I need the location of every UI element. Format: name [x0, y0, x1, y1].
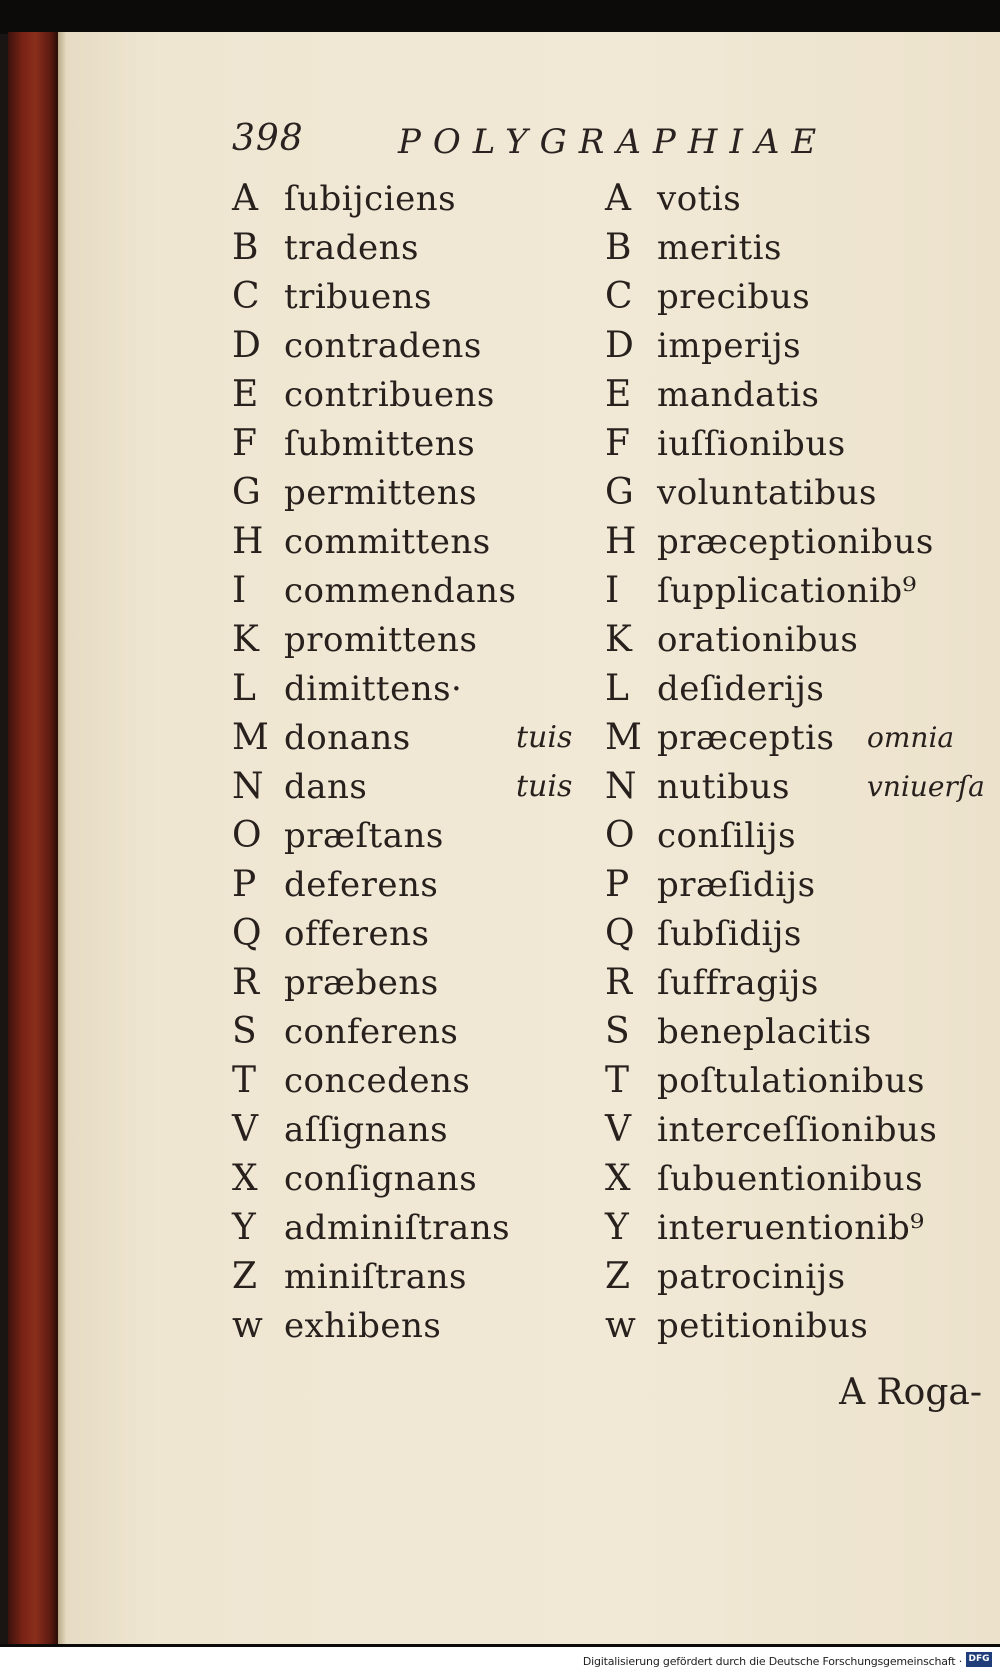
cipher-letter: K — [232, 619, 259, 660]
cipher-row — [232, 272, 592, 321]
cipher-word: dans — [284, 767, 368, 807]
cipher-word: nutibus — [657, 767, 790, 807]
cipher-word: tradens — [284, 228, 419, 268]
cipher-word: exhibens — [284, 1306, 442, 1346]
cipher-word: miniſtrans — [284, 1257, 468, 1297]
cipher-letter: Z — [605, 1256, 631, 1297]
right-column — [605, 174, 1000, 1350]
italic-note: tuis — [516, 720, 573, 755]
cipher-row — [232, 517, 592, 566]
cipher-letter: w — [232, 1305, 263, 1346]
cipher-row — [605, 223, 1000, 272]
cipher-letter: T — [605, 1060, 630, 1101]
catchword: A Roga- — [839, 1372, 982, 1413]
cipher-row — [605, 517, 1000, 566]
cipher-letter: D — [605, 325, 634, 366]
cipher-row — [232, 174, 592, 223]
cipher-row — [232, 615, 592, 664]
cipher-letter: G — [232, 472, 261, 513]
cipher-word: præceptionibus — [657, 522, 934, 562]
cipher-word: præceptis — [657, 718, 835, 758]
cipher-letter: L — [232, 668, 256, 709]
cipher-letter: K — [605, 619, 632, 660]
cipher-row — [232, 1301, 592, 1350]
cipher-word: præſidijs — [657, 865, 816, 905]
cipher-row — [605, 174, 1000, 223]
cipher-letter: X — [232, 1158, 258, 1199]
cipher-row — [605, 272, 1000, 321]
cipher-word: mandatis — [657, 375, 820, 415]
cipher-letter: Y — [605, 1207, 629, 1248]
cipher-word: ſupplicationib⁹ — [657, 571, 917, 611]
cipher-row — [232, 419, 592, 468]
cipher-letter: T — [232, 1060, 257, 1101]
cipher-letter: S — [232, 1011, 257, 1052]
cipher-word: ſubſidijs — [657, 914, 802, 954]
cipher-row — [605, 1154, 1000, 1203]
cipher-letter: V — [232, 1109, 258, 1150]
cipher-row — [232, 321, 592, 370]
cipher-letter: C — [605, 276, 633, 317]
cipher-row — [605, 713, 1000, 762]
cipher-letter: R — [605, 962, 633, 1003]
book-spine — [8, 32, 58, 1644]
cipher-row — [605, 1056, 1000, 1105]
cipher-word: precibus — [657, 277, 811, 317]
cipher-word: dimittens· — [284, 669, 463, 709]
cipher-letter: L — [605, 668, 629, 709]
cipher-letter: P — [232, 864, 257, 905]
dfg-logo: DFG — [966, 1652, 992, 1667]
cipher-word: promittens — [284, 620, 478, 660]
italic-note: vniuerſa — [867, 770, 985, 803]
cipher-letter: F — [232, 423, 257, 464]
italic-note: tuis — [516, 769, 573, 804]
cipher-letter: N — [605, 766, 637, 807]
cipher-letter: D — [232, 325, 261, 366]
cipher-letter: Y — [232, 1207, 256, 1248]
italic-note: omnia — [867, 721, 955, 754]
cipher-word: poſtulationibus — [657, 1061, 925, 1101]
cipher-row — [605, 958, 1000, 1007]
cipher-row — [232, 811, 592, 860]
cipher-row — [605, 615, 1000, 664]
cipher-row — [605, 321, 1000, 370]
cipher-letter: I — [605, 570, 620, 611]
cipher-row — [232, 860, 592, 909]
cipher-letter: M — [605, 717, 642, 758]
page-number: 398 — [232, 118, 304, 159]
cipher-word: ſubuentionibus — [657, 1159, 924, 1199]
cipher-word: adminiſtrans — [284, 1208, 511, 1248]
cipher-row — [605, 1105, 1000, 1154]
cipher-row — [232, 1105, 592, 1154]
cipher-word: permittens — [284, 473, 478, 513]
cipher-row — [232, 1007, 592, 1056]
digitization-credit: Digitalisierung gefördert durch die Deutsche Forschungsgemeinschaft · — [582, 1655, 962, 1668]
cipher-word: conſilijs — [657, 816, 797, 856]
cipher-word: contradens — [284, 326, 482, 366]
cipher-row — [605, 1203, 1000, 1252]
cipher-letter: S — [605, 1011, 630, 1052]
cipher-letter: Z — [232, 1256, 258, 1297]
cipher-letter: O — [232, 815, 262, 856]
cipher-row — [605, 1007, 1000, 1056]
cipher-row — [605, 909, 1000, 958]
cipher-letter: I — [232, 570, 247, 611]
cipher-word: concedens — [284, 1061, 471, 1101]
cipher-letter: M — [232, 717, 269, 758]
cipher-letter: B — [605, 227, 632, 268]
cipher-word: orationibus — [657, 620, 859, 660]
cipher-row — [605, 811, 1000, 860]
cipher-word: interuentionib⁹ — [657, 1208, 925, 1248]
cipher-letter: O — [605, 815, 635, 856]
cipher-letter: E — [232, 374, 259, 415]
cipher-row — [605, 370, 1000, 419]
cipher-row — [232, 958, 592, 1007]
cipher-letter: H — [605, 521, 637, 562]
cipher-row — [232, 1252, 592, 1301]
cipher-row — [232, 909, 592, 958]
cipher-word: donans — [284, 718, 411, 758]
cipher-word: præbens — [284, 963, 439, 1003]
running-head: POLYGRAPHIAE — [398, 122, 829, 162]
cipher-row — [605, 664, 1000, 713]
cipher-word: ſubmittens — [284, 424, 476, 464]
cipher-row — [232, 468, 592, 517]
cipher-word: tribuens — [284, 277, 432, 317]
cipher-word: commendans — [284, 571, 517, 611]
cipher-word: ſuffragijs — [657, 963, 819, 1003]
cipher-letter: P — [605, 864, 630, 905]
cipher-word: conferens — [284, 1012, 459, 1052]
cipher-word: imperijs — [657, 326, 802, 366]
cipher-word: voluntatibus — [657, 473, 877, 513]
scan-top-border — [0, 0, 1000, 34]
cipher-letter: Q — [605, 913, 635, 954]
cipher-row — [232, 566, 592, 615]
cipher-row — [605, 566, 1000, 615]
cipher-row — [232, 1154, 592, 1203]
cipher-word: deſiderijs — [657, 669, 825, 709]
cipher-row — [605, 1252, 1000, 1301]
cipher-word: beneplacitis — [657, 1012, 872, 1052]
cipher-letter: A — [232, 178, 258, 219]
cipher-word: petitionibus — [657, 1306, 869, 1346]
cipher-letter: G — [605, 472, 634, 513]
cipher-letter: A — [605, 178, 631, 219]
cipher-word: deferens — [284, 865, 439, 905]
cipher-row — [232, 1203, 592, 1252]
cipher-letter: R — [232, 962, 260, 1003]
cipher-word: iuſſionibus — [657, 424, 846, 464]
cipher-letter: X — [605, 1158, 631, 1199]
cipher-row — [605, 860, 1000, 909]
cipher-letter: Q — [232, 913, 262, 954]
cipher-word: meritis — [657, 228, 782, 268]
cipher-word: ſubijciens — [284, 179, 457, 219]
cipher-row — [232, 713, 592, 762]
cipher-row — [232, 370, 592, 419]
cipher-letter: H — [232, 521, 264, 562]
cipher-word: patrocinijs — [657, 1257, 846, 1297]
cipher-row — [232, 664, 592, 713]
cipher-word: interceſſionibus — [657, 1110, 938, 1150]
cipher-word: offerens — [284, 914, 430, 954]
cipher-row — [605, 468, 1000, 517]
cipher-letter: F — [605, 423, 630, 464]
cipher-row — [605, 762, 1000, 811]
cipher-row — [232, 1056, 592, 1105]
cipher-word: præſtans — [284, 816, 444, 856]
left-column — [232, 174, 592, 1350]
cipher-letter: w — [605, 1305, 636, 1346]
cipher-word: votis — [657, 179, 742, 219]
cipher-letter: V — [605, 1109, 631, 1150]
cipher-row — [232, 223, 592, 272]
cipher-letter: E — [605, 374, 632, 415]
cipher-row — [232, 762, 592, 811]
cipher-letter: N — [232, 766, 264, 807]
cipher-word: conſignans — [284, 1159, 478, 1199]
cipher-letter: B — [232, 227, 259, 268]
cipher-row — [605, 419, 1000, 468]
cipher-word: committens — [284, 522, 491, 562]
cipher-word: aſſignans — [284, 1110, 449, 1150]
cipher-word: contribuens — [284, 375, 495, 415]
cipher-letter: C — [232, 276, 260, 317]
cipher-row — [605, 1301, 1000, 1350]
